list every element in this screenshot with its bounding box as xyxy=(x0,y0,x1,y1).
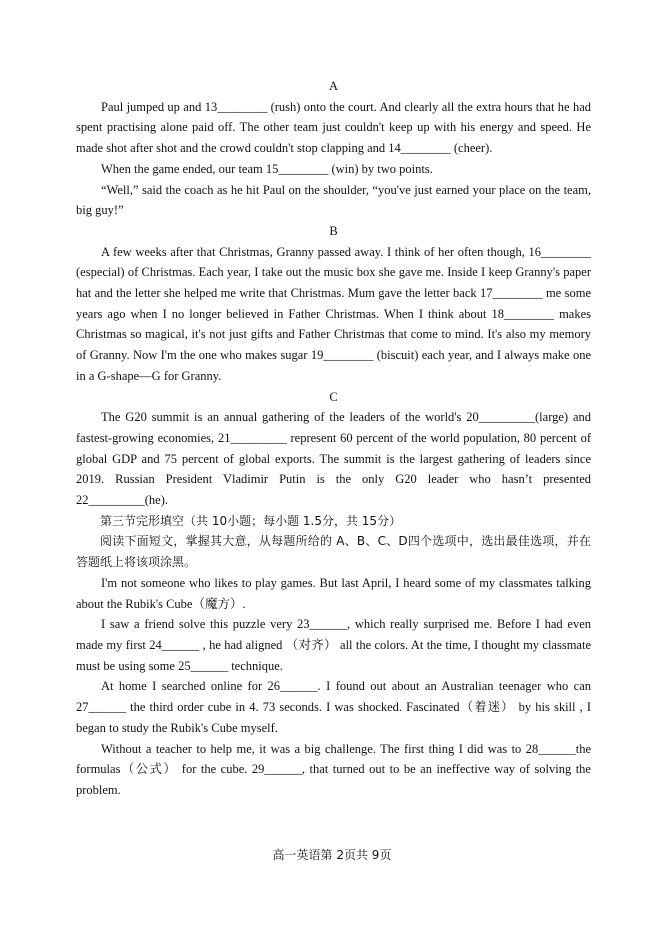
passage-a-paragraph-1: Paul jumped up and 13________ (rush) onto the court. And clearly all the extra hours that he had spent practising alone paid off. The other team just couldn't keep up with his energy and speed. He made shot after shot and the crowd couldn't stop clapping and 14________ (cheer). xyxy=(76,99,591,156)
cloze-paragraph-2: I saw a friend solve this puzzle very 23______, which really surprised me. Before I had even made my first 24______ , he had aligned （对齐） all the colors. At the time, I thought my classmate must be using some 25______ technique. xyxy=(76,617,591,673)
cloze-paragraph-3: At home I searched online for 26______. I found out about an Australian teenager who can 27______ the third order cube in 4. 73 seconds. I was shocked. Fascinated（着迷） by his skill , I began to study the Rubik's Cube myself. xyxy=(76,679,591,735)
passage-a-paragraph-2: When the game ended, our team 15________ (win) by two points. xyxy=(101,161,433,176)
passage-c-paragraph-1: The G20 summit is an annual gathering of the leaders of the world's 20_________(large) and fastest-growing economies, 21_________ represent 60 percent of the world population, 80 percent of global GDP and 75 percent of global exports. The summit is the largest gathering of leaders since 2019. Russian President Vladimir Putin is the only G20 leader who hasn’t presented 22_________(he). xyxy=(76,410,591,508)
passage-b-paragraph-1: A few weeks after that Christmas, Granny passed away. I think of her often though, 16________ (especial) of Christmas. Each year, I take out the music box she gave me. Inside I keep Granny's paper hat and the letter she helped me write that Christmas. Mum gave the letter back 17________ me some years ago when I no longer believed in Father Christmas. When I think about 18________ makes Christmas so magical, it's not just gifts and Father Christmas that come to mind. It's also my memory of Granny. Now I'm the one who makes sugar 19________ (biscuit) each year, and I always make one in a G-shape—G for Granny. xyxy=(76,244,591,383)
page-content xyxy=(76,76,591,801)
passage-c-heading: C xyxy=(329,389,338,404)
section3-instruction: 阅读下面短文，掌握其大意，从每题所给的 A、B、C、D四个选项中，选出最佳选项，并在答题纸上将该项涂黑。 xyxy=(76,534,591,570)
cloze-paragraph-4: Without a teacher to help me, it was a big challenge. The first thing I did was to 28______the formulas（公式） for the cube. 29______, that turned out to be an ineffective way of solving the problem. xyxy=(76,741,591,797)
passage-a-paragraph-3: “Well,” said the coach as he hit Paul on the shoulder, “you've just earned your place on the team, big guy!” xyxy=(76,182,591,218)
passage-a-heading: A xyxy=(328,79,339,93)
section3-title: 第三节完形填空（共 10小题；每小题 1.5分，共 15分） xyxy=(100,513,402,528)
cloze-paragraph-1: I'm not someone who likes to play games. But last April, I heard some of my classmates talking about the Rubik's Cube（魔方）. xyxy=(76,575,591,611)
passage-b-heading: B xyxy=(329,223,338,238)
page-footer: 高一英语第 2页共 9页 xyxy=(272,848,392,862)
